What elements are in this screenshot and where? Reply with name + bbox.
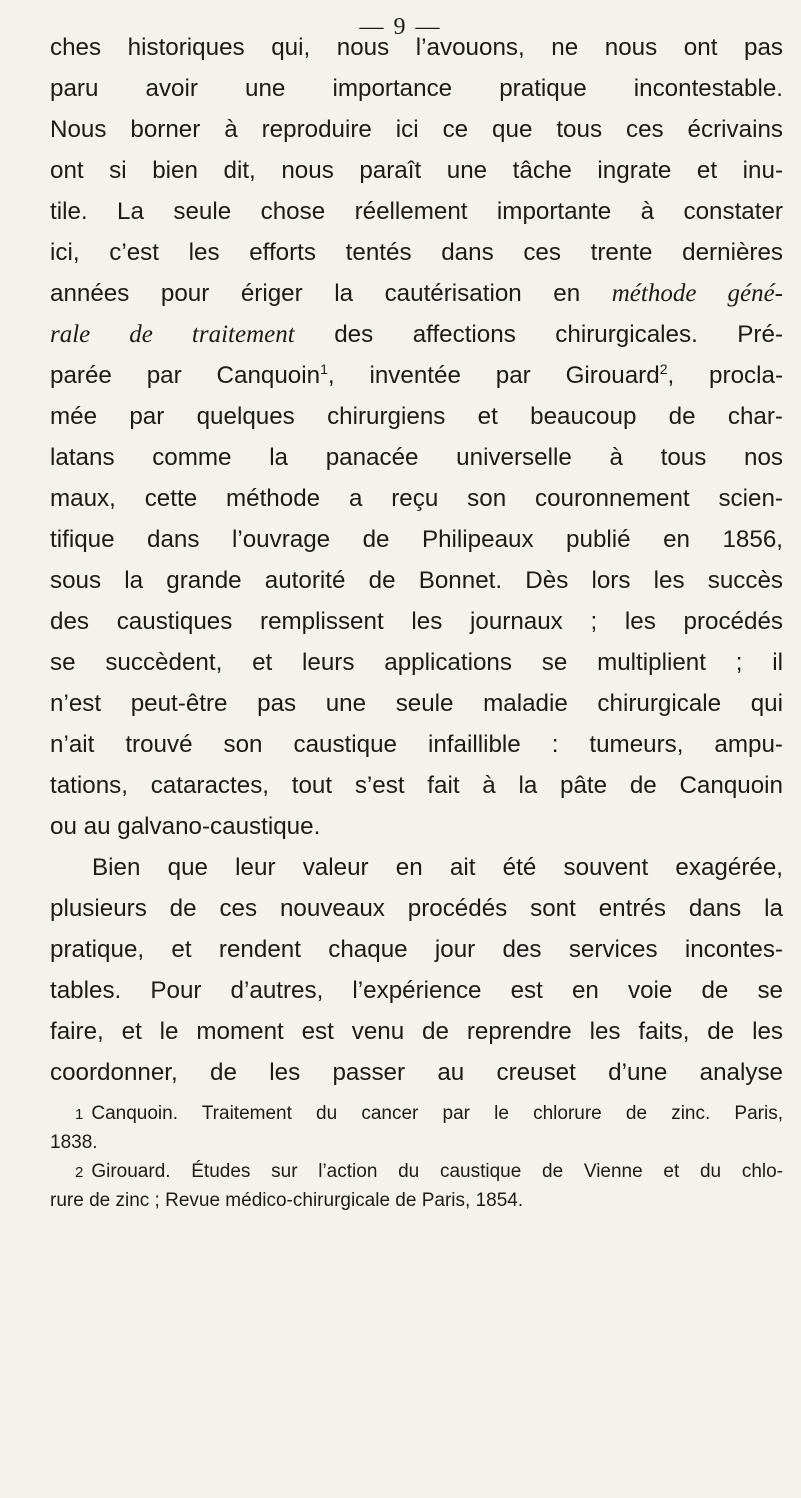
text-line: pratique, et rendent chaque jour des services incontes- — [50, 936, 783, 963]
text-line: n’ait trouvé son caustique infaillible : tumeurs, ampu- — [50, 731, 783, 758]
text-line — [50, 356, 783, 396]
text-line: mée par quelques chirurgiens et beaucoup de char- — [50, 403, 783, 430]
text-line: ici, c’est les efforts tentés dans ces trente dernières — [50, 239, 783, 266]
text-fragment: des affections chirurgicales. Pré- — [294, 321, 783, 348]
text-line: plusieurs de ces nouveaux procédés sont entrés dans la — [50, 895, 783, 922]
text-line: faire, et le moment est venu de reprendre les faits, de les — [50, 1018, 783, 1045]
text-line — [50, 315, 783, 355]
text-line: Bien que leur valeur en ait été souvent exagérée, — [92, 854, 783, 881]
text-line: des caustiques remplissent les journaux ; les procédés — [50, 608, 783, 635]
footnote-2 — [75, 1158, 783, 1187]
text-line: paru avoir une importance pratique incontestable. — [50, 75, 783, 102]
text-line: ches historiques qui, nous l’avouons, ne nous ont pas — [50, 34, 783, 61]
page-number: — 9 — — [359, 14, 442, 40]
footnote-1-cont: 1838. — [50, 1132, 98, 1153]
text-line: tations, cataractes, tout s’est fait à la pâte de Canquoin — [50, 772, 783, 799]
text-fragment: , inventée par Girouard — [327, 362, 660, 389]
footnote-mark: 1 — [75, 1106, 84, 1123]
text-line: ont si bien dit, nous paraît une tâche ingrate et inu- — [50, 157, 783, 184]
text-line — [50, 274, 783, 314]
footnote-ref[interactable]: 1 — [320, 360, 328, 377]
footnote-text: Canquoin. Traitement du cancer par le chlorure de zinc. Paris, — [91, 1103, 783, 1124]
footnote-2-cont: rure de zinc ; Revue médico-chirurgicale de Paris, 1854. — [50, 1190, 524, 1211]
italic-phrase: rale de traitement — [50, 321, 295, 348]
italic-phrase: méthode géné- — [611, 280, 783, 307]
text-line: ou au galvano-caustique. — [50, 813, 321, 840]
text-fragment: parée par Canquoin — [50, 362, 321, 389]
text-line: tile. La seule chose réellement importante à constater — [50, 198, 783, 225]
text-line: se succèdent, et leurs applications se multiplient ; il — [50, 649, 783, 676]
text-line: sous la grande autorité de Bonnet. Dès lors les succès — [50, 567, 783, 594]
footnote-1 — [75, 1100, 783, 1129]
text-line: tifique dans l’ouvrage de Philipeaux publié en 1856, — [50, 526, 783, 553]
text-line: maux, cette méthode a reçu son couronnement scien- — [50, 485, 783, 512]
text-fragment: , procla- — [667, 362, 783, 389]
text-fragment: années pour ériger la cautérisation en — [50, 280, 581, 307]
footnote-text: Girouard. Études sur l’action du caustique de Vienne et du chlo- — [91, 1161, 783, 1182]
text-line: tables. Pour d’autres, l’expérience est en voie de se — [50, 977, 783, 1004]
footnote-mark: 2 — [75, 1164, 84, 1181]
text-line: n’est peut-être pas une seule maladie chirurgicale qui — [50, 690, 783, 717]
footnote-ref[interactable]: 2 — [659, 360, 668, 377]
text-line: latans comme la panacée universelle à tous nos — [50, 444, 783, 471]
text-line: Nous borner à reproduire ici ce que tous ces écrivains — [50, 116, 783, 143]
text-line: coordonner, de les passer au creuset d’une analyse — [50, 1059, 783, 1086]
